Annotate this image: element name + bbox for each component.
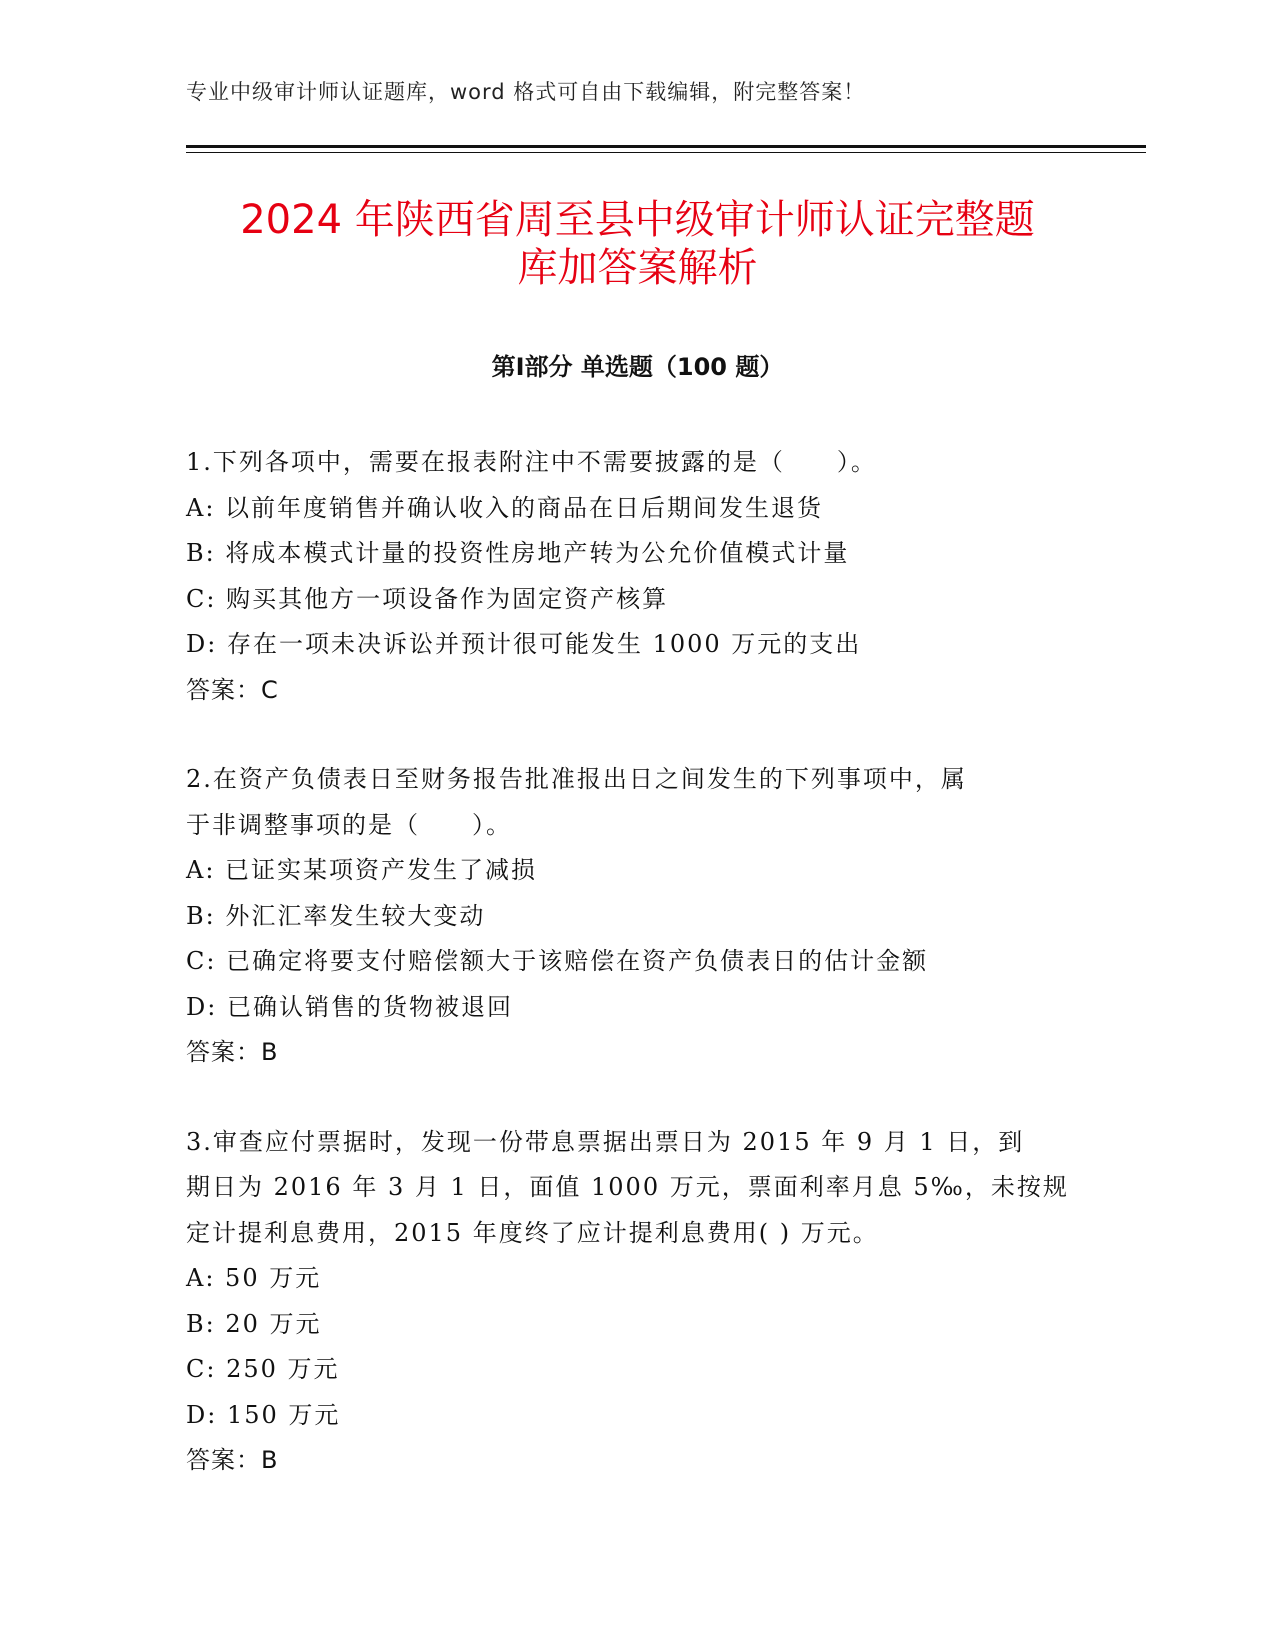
section-title: 第Ⅰ部分 单选题（100 题） (491, 353, 784, 381)
option-d: D: 存在一项未决诉讼并预计很可能发生 1000 万元的支出 (186, 630, 862, 658)
header-note: 专业中级审计师认证题库，word 格式可自由下载编辑，附完整答案！ (186, 80, 866, 104)
option-c: C: 250 万元 (186, 1355, 340, 1383)
header-rule-thin (186, 152, 1146, 153)
option-a: A: 50 万元 (186, 1264, 322, 1292)
question-text-line: 期日为 2016 年 3 月 1 日，面值 1000 万元，票面利率月息 5‰，未按规 (186, 1173, 1069, 1201)
option-b: B: 20 万元 (186, 1309, 322, 1338)
answer: 答案：C (186, 675, 279, 704)
option-b: B: 外汇汇率发生较大变动 (186, 901, 486, 930)
option-c: C: 已确定将要支付赔偿额大于该赔偿在资产负债表日的估计金额 (186, 947, 929, 975)
option-c: C: 购买其他方一项设备作为固定资产核算 (186, 584, 669, 613)
option-d: D: 已确认销售的货物被退回 (186, 992, 513, 1021)
option-d: D: 150 万元 (186, 1400, 341, 1429)
question-text-line: 1.下列各项中，需要在报表附注中不需要披露的是（ ）。 (186, 448, 877, 476)
answer: 答案：B (186, 1038, 279, 1066)
title-line-2: 库加答案解析 (517, 245, 758, 291)
question-2 (186, 757, 1086, 1076)
question-text-line: 定计提利息费用，2015 年度终了应计提利息费用( ) 万元。 (186, 1218, 879, 1247)
question-1 (186, 440, 1086, 713)
header-rule-thick (186, 145, 1146, 148)
option-b: B: 将成本模式计量的投资性房地产转为公允价值模式计量 (186, 539, 850, 567)
question-list (186, 440, 1086, 1528)
question-3 (186, 1120, 1086, 1484)
title-line-1: 2024 年陕西省周至县中级审计师认证完整题 (240, 197, 1035, 243)
document-title (150, 196, 1125, 292)
answer: 答案：B (186, 1446, 279, 1474)
question-text-line: 2.在资产负债表日至财务报告批准报出日之间发生的下列事项中，属 (186, 765, 967, 793)
option-a: A: 以前年度销售并确认收入的商品在日后期间发生退货 (186, 493, 824, 522)
question-text-line: 3.审查应付票据时，发现一份带息票据出票日为 2015 年 9 月 1 日，到 (186, 1127, 1025, 1156)
option-a: A: 已证实某项资产发生了减损 (186, 856, 538, 884)
question-text-line: 于非调整事项的是（ ）。 (186, 810, 512, 839)
